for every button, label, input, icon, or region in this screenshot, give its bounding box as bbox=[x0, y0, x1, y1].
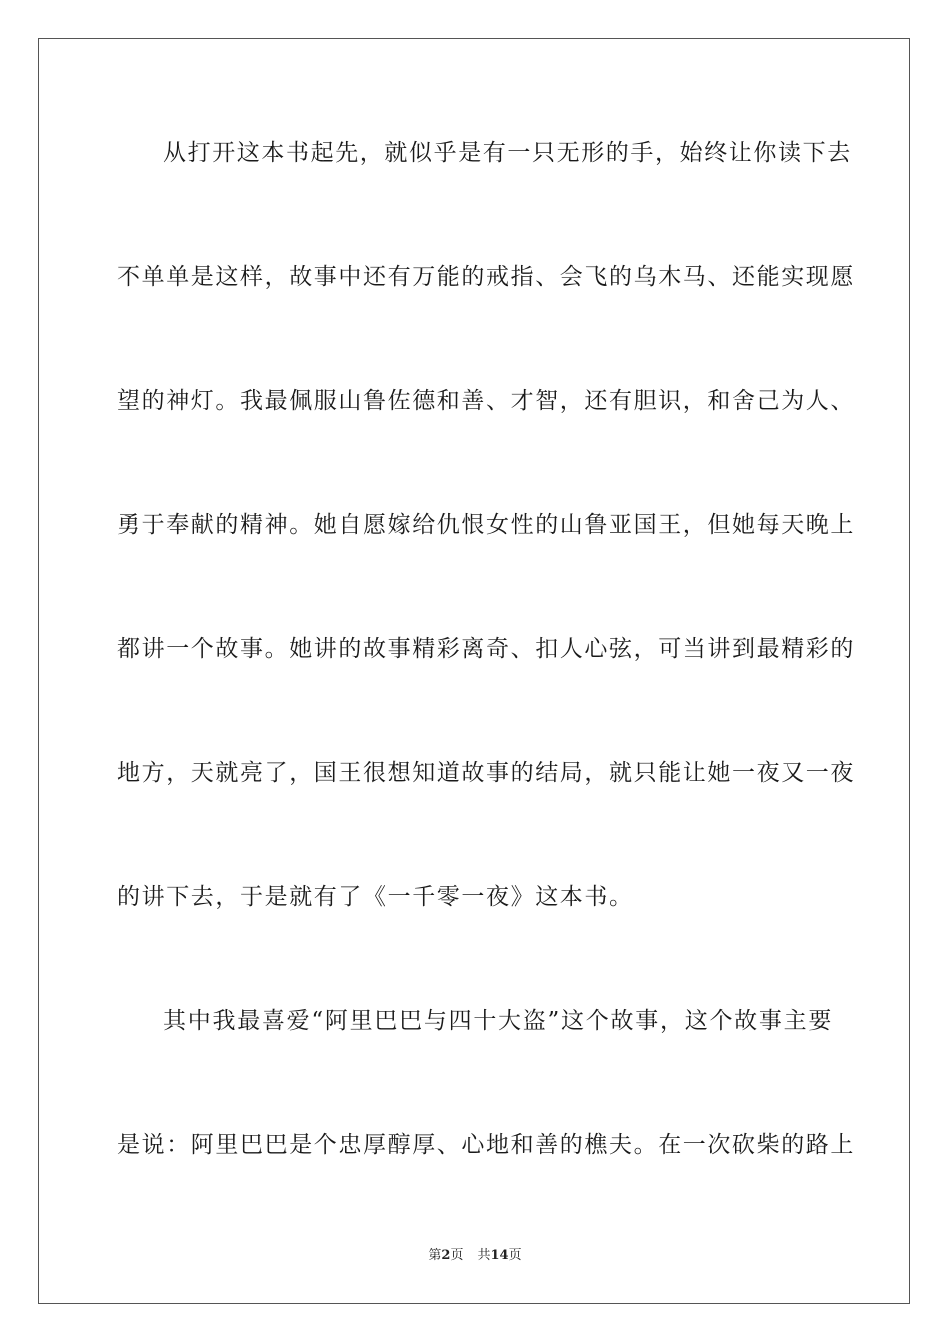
page-prefix: 第 bbox=[428, 1248, 442, 1263]
paragraph-2-line-2: 是说：阿里巴巴是个忠厚醇厚、心地和善的樵夫。在一次砍柴的路上 bbox=[117, 1132, 855, 1158]
paragraph-1-line-4: 勇于奉献的精神。她自愿嫁给仇恨女性的山鲁亚国王，但她每天晚上 bbox=[117, 512, 855, 538]
paragraph-1-line-2: 不单单是这样，故事中还有万能的戒指、会飞的乌木马、还能实现愿 bbox=[117, 264, 855, 290]
paragraph-1-line-1: 从打开这本书起先，就似乎是有一只无形的手，始终让你读下去 bbox=[163, 140, 852, 166]
page-border bbox=[38, 38, 910, 1304]
total-prefix: 共 bbox=[477, 1248, 491, 1263]
page-number: 2 bbox=[441, 1248, 451, 1263]
paragraph-1-line-3: 望的神灯。我最佩服山鲁佐德和善、才智，还有胆识，和舍己为人、 bbox=[117, 388, 855, 414]
paragraph-2-line-1: 其中我最喜爱“阿里巴巴与四十大盗”这个故事，这个故事主要 bbox=[163, 1008, 833, 1034]
paragraph-1-line-5: 都讲一个故事。她讲的故事精彩离奇、扣人心弦，可当讲到最精彩的 bbox=[117, 636, 855, 662]
total-pages: 14 bbox=[490, 1248, 509, 1263]
total-suffix: 页 bbox=[508, 1248, 522, 1263]
paragraph-1-line-6: 地方，天就亮了，国王很想知道故事的结局，就只能让她一夜又一夜 bbox=[117, 760, 855, 786]
page-footer bbox=[0, 1247, 950, 1265]
page-suffix: 页 bbox=[450, 1248, 464, 1263]
paragraph-1-line-7: 的讲下去，于是就有了《一千零一夜》这本书。 bbox=[117, 884, 634, 910]
